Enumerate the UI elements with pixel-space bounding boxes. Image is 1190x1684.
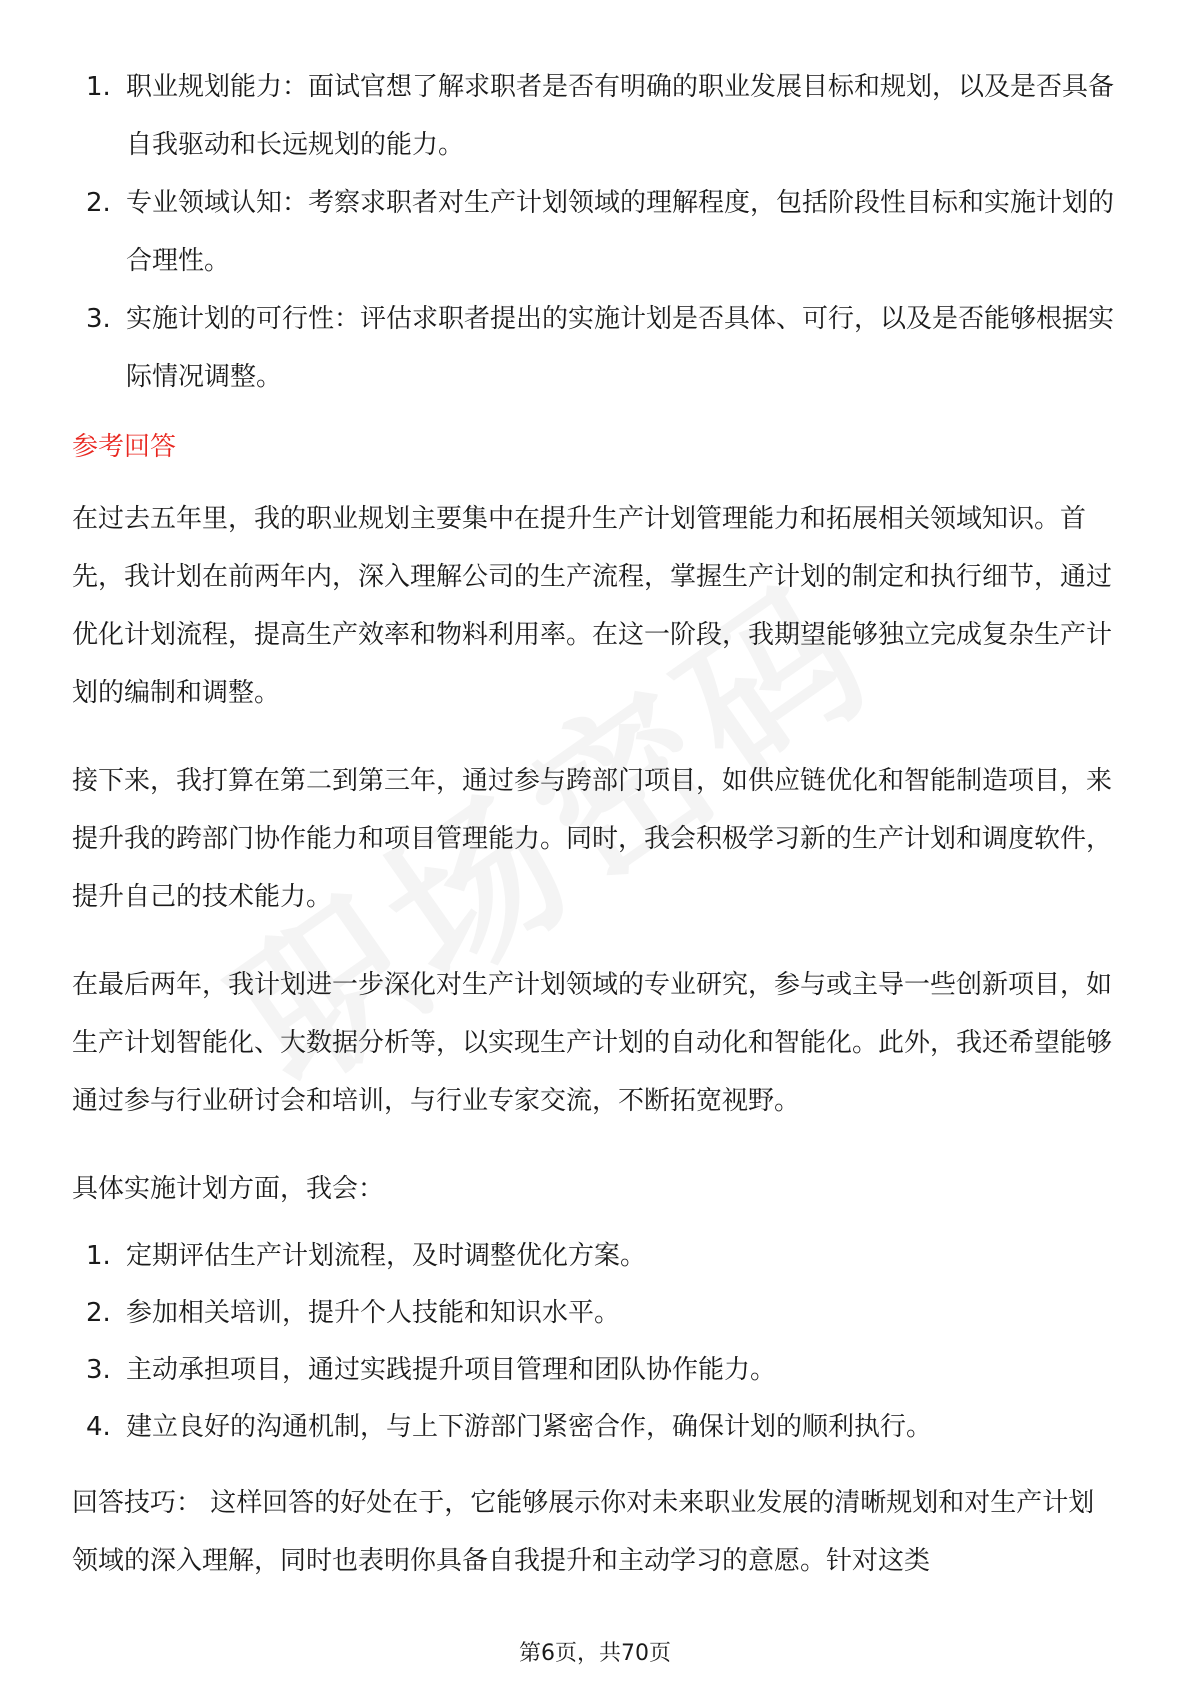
list-item bbox=[72, 1342, 1120, 1399]
list-text: 参加相关培训，提升个人技能和知识水平。 bbox=[126, 1298, 621, 1328]
list-number: 1. bbox=[86, 72, 111, 102]
answer-tips: 回答技巧： 这样回答的好处在于，它能够展示你对未来职业发展的清晰规划和对生产计划领域的深入理解，同时也表明你具备自我提升和主动学习的意愿。针对这类 bbox=[72, 1488, 1095, 1576]
list-item bbox=[72, 1228, 1120, 1285]
list-text: 专业领域认知：考察求职者对生产计划领域的理解程度，包括阶段性目标和实施计划的合理性。 bbox=[126, 188, 1115, 276]
list-text: 建立良好的沟通机制，与上下游部门紧密合作，确保计划的顺利执行。 bbox=[126, 1412, 933, 1442]
list-item bbox=[72, 1399, 1120, 1456]
page-content bbox=[72, 58, 1120, 1590]
list-item bbox=[72, 58, 1120, 174]
list-number: 2. bbox=[86, 188, 111, 218]
list-item bbox=[72, 290, 1120, 406]
list-number: 4. bbox=[86, 1412, 111, 1442]
plan-intro: 具体实施计划方面，我会： bbox=[72, 1174, 385, 1204]
list-item bbox=[72, 174, 1120, 290]
list-number: 1. bbox=[86, 1241, 111, 1271]
list-text: 定期评估生产计划流程，及时调整优化方案。 bbox=[126, 1241, 647, 1271]
section-heading: 参考回答 bbox=[72, 432, 177, 462]
answer-paragraph: 在过去五年里，我的职业规划主要集中在提升生产计划管理能力和拓展相关领域知识。首先，我计划在前两年内，深入理解公司的生产流程，掌握生产计划的制定和执行细节，通过优化计划流程，提高生产效率和物料利用率。在这一阶段，我期望能够独立完成复杂生产计划的编制和调整。 bbox=[72, 504, 1113, 708]
list-number: 3. bbox=[86, 304, 111, 334]
answer-paragraph: 在最后两年，我计划进一步深化对生产计划领域的专业研究，参与或主导一些创新项目，如生产计划智能化、大数据分析等，以实现生产计划的自动化和智能化。此外，我还希望能够通过参与行业研讨会和培训，与行业专家交流，不断拓宽视野。 bbox=[72, 970, 1113, 1116]
list-number: 2. bbox=[86, 1298, 111, 1328]
list-text: 主动承担项目，通过实践提升项目管理和团队协作能力。 bbox=[126, 1355, 777, 1385]
evaluation-points-list bbox=[72, 58, 1120, 406]
list-number: 3. bbox=[86, 1355, 111, 1385]
list-text: 职业规划能力：面试官想了解求职者是否有明确的职业发展目标和规划，以及是否具备自我驱动和长远规划的能力。 bbox=[126, 72, 1115, 160]
list-text: 实施计划的可行性：评估求职者提出的实施计划是否具体、可行，以及是否能够根据实际情况调整。 bbox=[126, 304, 1115, 392]
page-footer: 第6页，共70页 bbox=[519, 1641, 671, 1666]
answer-paragraph: 接下来，我打算在第二到第三年，通过参与跨部门项目，如供应链优化和智能制造项目，来提升我的跨部门协作能力和项目管理能力。同时，我会积极学习新的生产计划和调度软件，提升自己的技术能力。 bbox=[72, 766, 1113, 912]
plan-items-list bbox=[72, 1228, 1120, 1456]
list-item bbox=[72, 1285, 1120, 1342]
